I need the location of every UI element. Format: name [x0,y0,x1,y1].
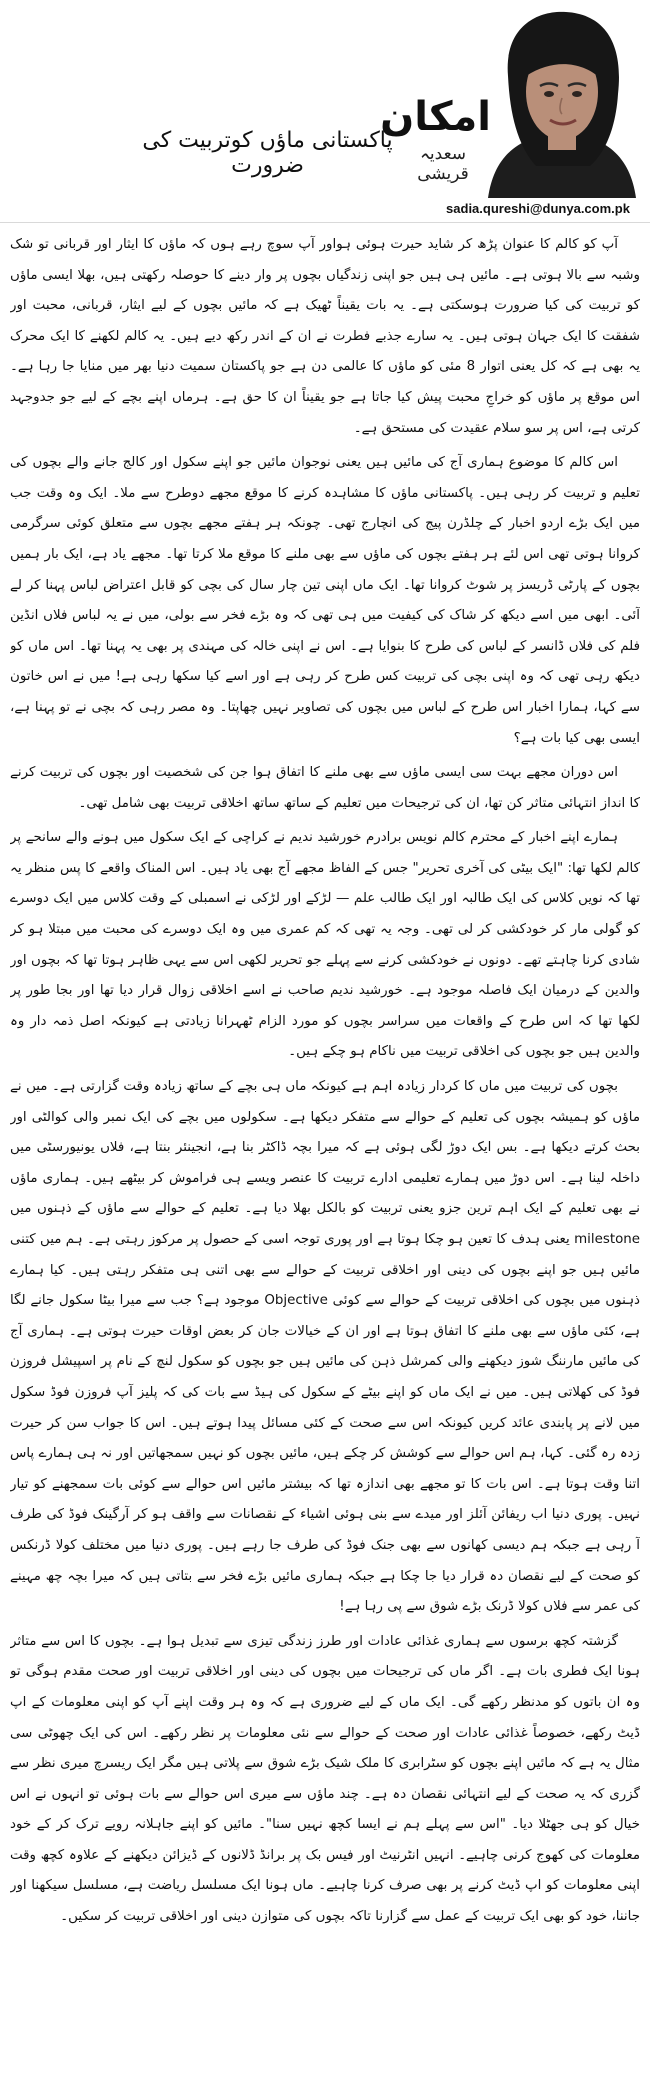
column-brand-name: امکان [380,94,491,140]
author-name: سعدیہ قریشی [417,144,469,184]
article-paragraph: اس کالم کا موضوع ہماری آج کی مائیں ہیں یعنی نوجوان مائیں جو اپنے سکول اور کالج جانے والے بچوں کی تعلیم و تربیت کر رہی ہیں۔ پاکستانی ماؤں کا مشاہدہ کرنے کا موقع مجھے دوطرح سے ملا۔ ایک وہ وقت جب میں ایک بڑے اردو اخبار کے چلڈرن پیج کی انچارج تھی۔ چونکہ ہر ہفتے مجھے بچوں سے متعلق کوئی سرگرمی کروانا ہوتی تھی اس لئے ہر ہفتے بچوں کی ماؤں سے بھی ملنے کا موقع ملا کرتا تھا۔ مجھے یاد ہے، ایک بار ہمیں بچوں کے پارٹی ڈریسز پر شوٹ کروانا تھا۔ ایک ماں اپنی تین چار سال کی بچی کو قابل اعتراض لباس پہنا کر لے آئی۔ ابھی میں اسے دیکھ کر شاک کی کیفیت میں ہی تھی کہ وہ بڑے فخر سے بولی، میں نے یہ لباس فلاں انڈین فلم کی فلاں ڈانسر کے لباس کی طرح کا بنوایا ہے۔ اس نے اپنی خالہ کی مہندی پر بھی یہ پہنا تھا۔ اس ماں کو دیکھ رہی تھی کہ وہ اپنی بچی کی تربیت کس طرح کر رہی ہے اور اسے کیا سکھا رہی ہے! میں نے اس خاتون سے کہا، ہمارا اخبار اس طرح کے لباس میں بچوں کی تصاویر نہیں چھاپتا۔ وہ مصر رہی کہ بچی نے تو پہنا ہے، ایسی بھی کیا بات ہے؟ [10,455,640,746]
article-title: پاکستانی ماؤں کوتربیت کی ضرورت [142,128,393,178]
author-email[interactable]: sadia.qureshi@dunya.com.pk [446,201,630,216]
article-paragraph: گزشتہ کچھ برسوں سے ہماری غذائی عادات اور طرز زندگی تیزی سے تبدیل ہوا ہے۔ بچوں کا اس سے متاثر ہونا ایک فطری بات ہے۔ اگر ماں کی ترجیحات میں بچوں کی دینی اور اخلاقی تربیت اور صحت مقدم ہوگی تو وہ ان باتوں کو مدنظر رکھے گی۔ ایک ماں کے لیے ضروری ہے کہ وہ ہر وقت اپنے آپ کو اپنی معلومات کے اپ ڈیٹ رکھے، خصوصاً غذائی عادات اور صحت کے حوالے سے نئی معلومات پر نظر رکھے۔ اس کی ایک چھوٹی سی مثال یہ ہے کہ مائیں اپنے بچوں کو سٹرابری کا ملک شیک بڑے شوق سے پلاتی ہیں مگر ایک ریسرچ میری نظر سے گزری کہ یہ صحت کے لیے انتہائی نقصان دہ ہے۔ چند ماؤں سے میری اس حوالے سے بات ہوئی تو انہوں نے اس خیال کو ہی جھٹلا دیا۔ "اس سے پہلے ہم نے ایسا کچھ نہیں سنا"۔ مائیں کو اپنے جاہلانہ رویے ترک کر کے خود معلومات کی کھوج کرنی چاہیے۔ انہیں انٹرنیٹ اور فیس بک پر برانڈ ڈلانوں کے ڈیزائن دیکھنے کے علاوہ کچھ وقت اپنی معلومات کو اپ ڈیٹ کرنے پر بھی صرف کرنا چاہیے۔ ماں ہونا ایک مسلسل ریاضت ہے، مسلسل سیکھنا اور جاننا، خود کو بھی ایک تربیت کے عمل سے گزارنا تاکہ بچوں کی متوازن دینی اور اخلاقی تربیت کر سکیں۔ [10,1633,640,1925]
article-body [10,230,640,2090]
article-paragraph: بچوں کی تربیت میں ماں کا کردار زیادہ اہم ہے کیونکہ ماں ہی بچے کے ساتھ زیادہ وقت گزارتی ہے۔ میں نے ماؤں کو ہمیشہ بچوں کی تعلیم کے حوالے سے متفکر دیکھا ہے۔ سکولوں میں بچے کی ایک نمبر والی کوالٹی اور بحث کرتے دیکھا ہے۔ بس ایک دوڑ لگی ہوئی ہے کہ میرا بچہ ڈاکٹر بنا ہے، انجینئر بنتا ہے، فلاں یونیورسٹی میں داخلہ لینا ہے۔ اس دوڑ میں ہمارے تعلیمی ادارے تربیت کا عنصر ویسے ہی فراموش کر بیٹھے ہیں۔ ہماری ماؤں نے بھی تعلیم کے ایک اہم ترین جزو یعنی تربیت کو بالکل بھلا دیا ہے۔ تعلیم کے حوالے سے ماؤں کے ذہنوں میں milestone یعنی ہدف کا تعین ہو چکا ہوتا ہے اور پوری توجہ اسی کے حصول پر مرکوز رہتی ہے۔ ہم میں کتنی مائیں ہیں جو اپنے بچوں کی دینی اور اخلاقی تربیت کے حوالے سے بھی اتنی ہی متفکر رہتی ہیں۔ کیا ہمارے ذہنوں میں بچوں کی اخلاقی تربیت کے حوالے سے کوئی Objective موجود ہے؟ جب سے میرا بیٹا سکول جانے لگا ہے، کئی ماؤں سے بھی ملنے کا اتفاق ہوتا ہے اور ان کے خیالات جان کر بعض اوقات حیرت ہوتی ہے۔ ہماری آج کی مائیں مارننگ شوز دیکھنے والی کمرشل ذہن کی مائیں ہیں جو بچوں کو سکول لنچ کے نام پر اسپیشل فروزن فوڈ کی کھلاتی ہیں۔ میں نے ایک ماں کو اپنے بیٹے کے سکول کی ہیڈ سے بات کی کہ پلیز آپ فروزن فوڈ سکول میں لانے پر پابندی عائد کریں کیونکہ اس سے صحت کے کئی مسائل پیدا ہوتے ہیں۔ اس کا جواب سن کر حیرت زدہ رہ گئی۔ کہا، ہم اس حوالے سے کوشش کر چکے ہیں، مائیں بچوں کو نہیں سمجھاتیں اور نہ ہی ہمارے پاس اتنا وقت ہوتا ہے۔ اس بات کا تو مجھے بھی اندازہ تھا کہ بیشتر مائیں اس حوالے سے کوئی بات سمجھنے کو تیار نہیں۔ پوری دنیا اب ریفائن آئلز اور میدے سے بنی ہوئی اشیاء کے نقصانات سے واقف ہو کر آرگینک فوڈ کی طرف آ رہی ہے جبکہ ہم دیسی کھانوں سے بھی جنک فوڈ کی طرف جا رہے ہیں۔ پوری دنیا میں مختلف کولا ڈرنکس کو صحت کے لیے نقصان دہ قرار دیا جا چکا ہے جبکہ ہماری مائیں بڑے فخر سے بتاتی ہیں کہ میرا بچہ چھ مہینے کی عمر سے فلاں کولا ڈرنک بڑے شوق سے پی رہا ہے! [10,1079,640,1615]
column-header [0,0,650,225]
article-paragraph: آپ کو کالم کا عنوان پڑھ کر شاید حیرت ہوئی ہواور آپ سوچ رہے ہوں کہ ماؤں کا ایثار اور قربانی تو شک وشبہ سے بالا ہوتی ہے۔ مائیں ہی ہیں جو اپنی زندگیاں بچوں پر وار دینے کا حوصلہ رکھتی ہیں، بھلا ایسی ماؤں کو تربیت کی کیا ضرورت ہوسکتی ہے۔ یہ بات یقیناً ٹھیک ہے کہ مائیں بچوں کے لیے ایثار، قربانی، محبت اور شفقت کا ایک جہان ہوتی ہیں۔ یہ سارے جذبے فطرت نے ان کے اندر رکھ دیے ہیں۔ یہ کالم لکھنے کا ایک محرک یہ بھی ہے کہ کل یعنی اتوار 8 مئی کو ماؤں کا عالمی دن ہے جو پاکستان سمیت دنیا بھر میں منایا جا رہا ہے۔ اس موقع پر ماؤں کو خراجِ محبت پیش کیا جاتا ہے جو یقیناً ان کا حق ہے۔ ہرماں اپنے بچے کے لیے جو جدوجہد کرتی ہے، اس پر سو سلام عقیدت کی مستحق ہے۔ [10,237,640,436]
author-portrait [478,6,646,198]
header-divider [0,222,650,223]
article-paragraph: اس دوران مجھے بہت سی ایسی ماؤں سے بھی ملنے کا اتفاق ہوا جن کی شخصیت اور بچوں کی تربیت کرنے کا انداز انتہائی متاثر کن تھا، ان کی ترجیحات میں تعلیم کے ساتھ ساتھ اخلاقی تربیت بھی شامل تھی۔ [10,765,640,811]
article-paragraph: ہمارے اپنے اخبار کے محترم کالم نویس برادرم خورشید ندیم نے کراچی کے ایک سکول میں ہونے والے سانحے پر کالم لکھا تھا: "ایک بیٹی کی آخری تحریر" جس کے الفاظ مجھے آج بھی یاد ہیں۔ اس المناک واقعے کا پس منظر یہ تھا کہ نویں کلاس کی ایک طالبہ اور ایک طالب علم — لڑکے اور لڑکی نے اسمبلی کے وقت کلاس میں ایک دوسرے کو گولی مار کر خودکشی کر لی تھی۔ وجہ یہ تھی کہ کم عمری میں وہ ایک دوسرے کی محبت میں مبتلا ہو کر شادی کرنا چاہتے تھے۔ دونوں نے خودکشی کرنے سے پہلے جو تحریر لکھی اس سے یہی ظاہر ہوتا تھا کہ بچوں اور والدین کے درمیان ایک فاصلہ موجود ہے۔ خورشید ندیم صاحب نے اسے اخلاقی زوال قرار دیا تھا اور بجا طور پر لکھا تھا کہ اس طرح کے واقعات میں سراسر بچوں کو مورد الزام ٹھہرانا زیادتی ہے کیونکہ اصل ذمہ دار وہ والدین ہیں جو بچوں کی اخلاقی تربیت میں ناکام ہو چکے ہیں۔ [10,830,640,1060]
